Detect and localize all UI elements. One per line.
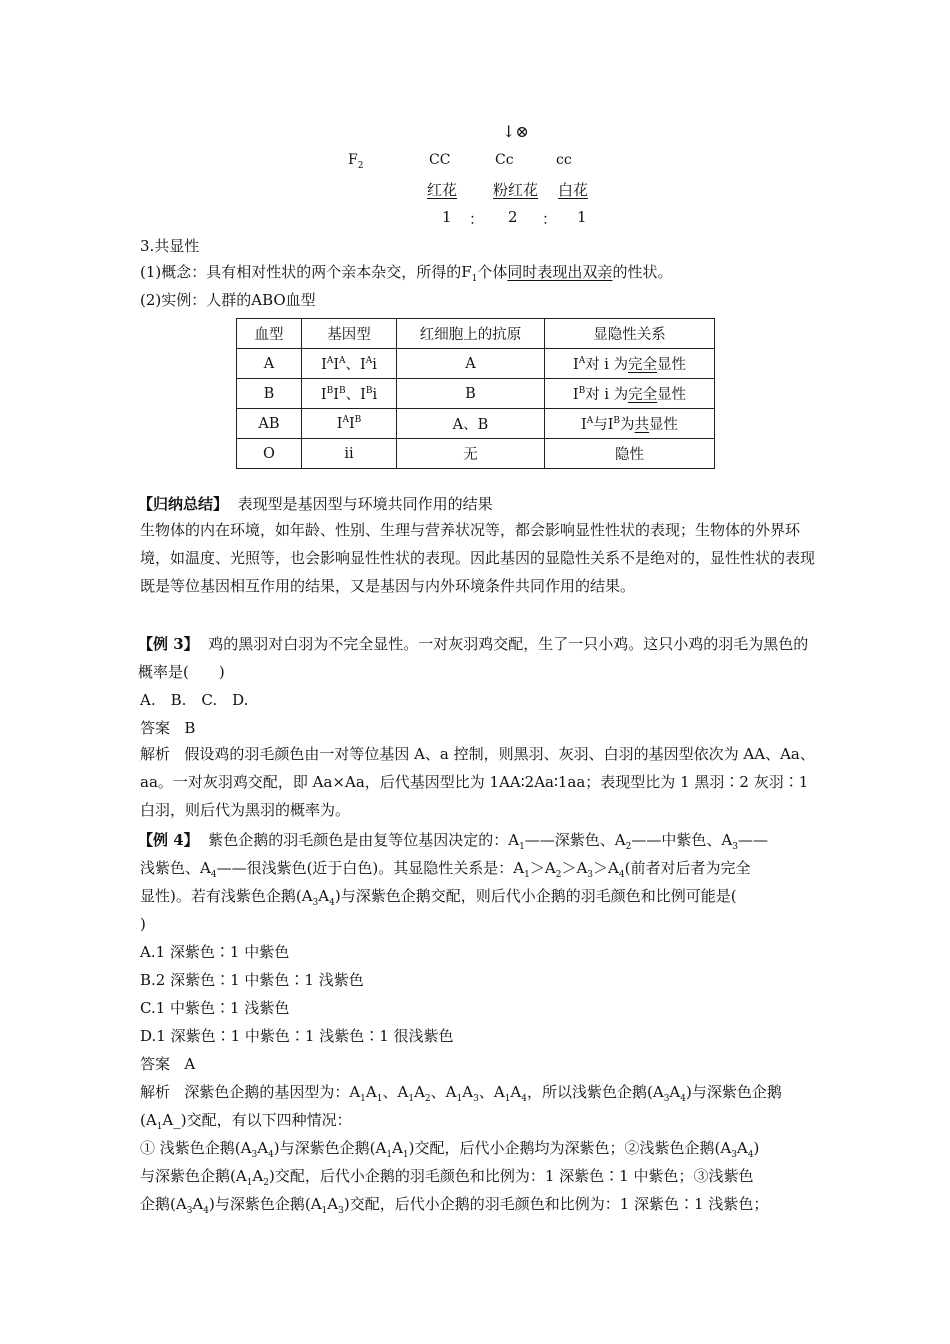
ratio-2: 2 [508,208,518,226]
phenotype-red: 红花 [427,181,458,199]
header-genotype: 基因型 [302,319,397,349]
cell-relation: 隐性 [545,439,715,469]
example4-line4: ) [140,915,146,933]
example-line: (2)实例：人群的ABO血型 [140,291,316,309]
example4-analysis-line4: 与深紫色企鹅$(A_1A_2)$交配，后代小企鹅的羽毛颜色和比例为：1 深紫色∶1 中紫色；③浅紫色 [140,1167,754,1188]
cell-relation: $I^A$与$I^B$为共显性 [545,409,715,439]
example4-line2: 浅紫色、$A_4——$很浅紫色(近于白色)。其显隐性关系是：$A_1>A_2>A_3>A_4$(前者对后者为完全 [140,859,751,880]
table-row [237,349,715,379]
example4-option-d: D.1 深紫色∶1 中紫色∶1 浅紫色∶1 很浅紫色 [140,1027,454,1045]
cell-antigen: A、B [397,409,545,439]
example4-analysis-line2: $(A_1A\_)$交配，有以下四种情况： [140,1111,352,1132]
genotype-heterozygous: Cc [495,152,514,168]
generation-label: $F_2$ [348,152,364,171]
summary-label: 【归纳总结】 [138,495,229,513]
ratio-colon-2: ： [542,210,558,228]
example4-option-c: C.1 中紫色∶1 浅紫色 [140,999,290,1017]
cell-genotype: $I^BI^B$、$I^Bi$ [302,379,397,409]
concept-line: (1)概念：具有相对性状的两个亲本杂交，所得的$F_1$个体同时表现出双亲的性状。 [140,263,673,284]
example4-label: 【例 4】 [138,831,199,849]
table-row [237,379,715,409]
summary-title: 表现型是基因型与环境共同作用的结果 [237,495,493,513]
phenotype-pink: 粉红花 [493,181,539,199]
table-row [237,409,715,439]
table-row [237,439,715,469]
ratio-1: 1 [442,208,452,226]
cell-genotype: $I^AI^A$、$I^Ai$ [302,349,397,379]
cell-type: B [237,379,302,409]
example3-answer: 答案 B [140,719,196,737]
cell-relation: $I^B$对 i 为完全显性 [545,379,715,409]
cell-antigen: 无 [397,439,545,469]
cell-antigen: B [397,379,545,409]
genotype-cc-dominant: CC [429,152,451,168]
example4-analysis-line5: 企鹅$(A_3A_4)$与深紫色企鹅$(A_1A_3)$交配，后代小企鹅的羽毛颜色和比例为：1 深紫色∶1 浅紫色； [140,1195,769,1216]
ratio-colon-1: ： [469,210,485,228]
cell-relation: $I^A$对 i 为完全显性 [545,349,715,379]
example4-line3: 显性)。若有浅紫色企鹅$(A_3A_4)$与深紫色企鹅交配，则后代小企鹅的羽毛颜色和比例可能是( [140,887,737,908]
example3-options: A. B. C. D. [140,691,249,709]
example3-question: 【例 3】 鸡的黑羽对白羽为不完全显性。一对灰羽鸡交配，生了一只小鸡。这只小鸡的羽毛为黑色的概率是( ) [138,635,809,681]
example4-option-b: B.2 深紫色∶1 中紫色∶1 浅紫色 [140,971,364,989]
example4-option-a: A.1 深紫色∶1 中紫色 [140,943,290,961]
table-header-row [237,319,715,349]
section-title: 3.共显性 [140,237,200,255]
cell-genotype: ii [302,439,397,469]
summary-body: 生物体的内在环境，如年龄、性别、生理与营养状况等，都会影响显性性状的表现；生物体的外界环境，如温度、光照等，也会影响显性性状的表现。因此基因的显隐性关系不是绝对的，显性性状的表现既是等位基因相互作用的结果，又是基因与内外环境条件共同作用的结果。 [140,521,816,595]
header-relation: 显隐性关系 [545,319,715,349]
example4-line1: 【例 4】 紫色企鹅的羽毛颜色是由复等位基因决定的：$A_1——$深紫色、$A_2——$中紫色、$A_3——$ [138,831,768,852]
header-antigen: 红细胞上的抗原 [397,319,545,349]
header-blood-type: 血型 [237,319,302,349]
cell-type: O [237,439,302,469]
cell-antigen: A [397,349,545,379]
cell-type: A [237,349,302,379]
example4-analysis-line1: 解析 深紫色企鹅的基因型为：$A_1A_1$、$A_1A_2$、$A_1A_3$、$A_1A_4$，所以浅紫色企鹅$(A_3A_4)$与深紫色企鹅 [140,1083,782,1104]
example3-label: 【例 3】 [138,635,199,653]
abo-blood-table [236,318,715,469]
example4-answer: 答案 A [140,1055,196,1073]
phenotype-white: 白花 [558,181,589,199]
example4-analysis-line3: ① 浅紫色企鹅$(A_3A_4)$与深紫色企鹅$(A_1A_1)$交配，后代小企鹅均为深紫色；②浅紫色企鹅$(A_3A_4)$ [140,1139,760,1160]
cell-type: AB [237,409,302,439]
genotype-recessive: cc [556,152,572,168]
example3-analysis: 解析 假设鸡的羽毛颜色由一对等位基因 A、a 控制，则黑羽、灰羽、白羽的基因型依次为 AA、Aa、aa。一对灰羽鸡交配，即 Aa×Aa，后代基因型比为 1AA∶2Aa∶1aa；表现型比为 1 黑羽∶2 灰羽∶1 白羽，则后代为黑羽的概率为。 [140,745,815,819]
cell-genotype: $I^AI^B$ [302,409,397,439]
selfing-arrow: ↓⊗ [502,122,529,141]
summary-heading [138,494,493,514]
ratio-3: 1 [577,208,587,226]
